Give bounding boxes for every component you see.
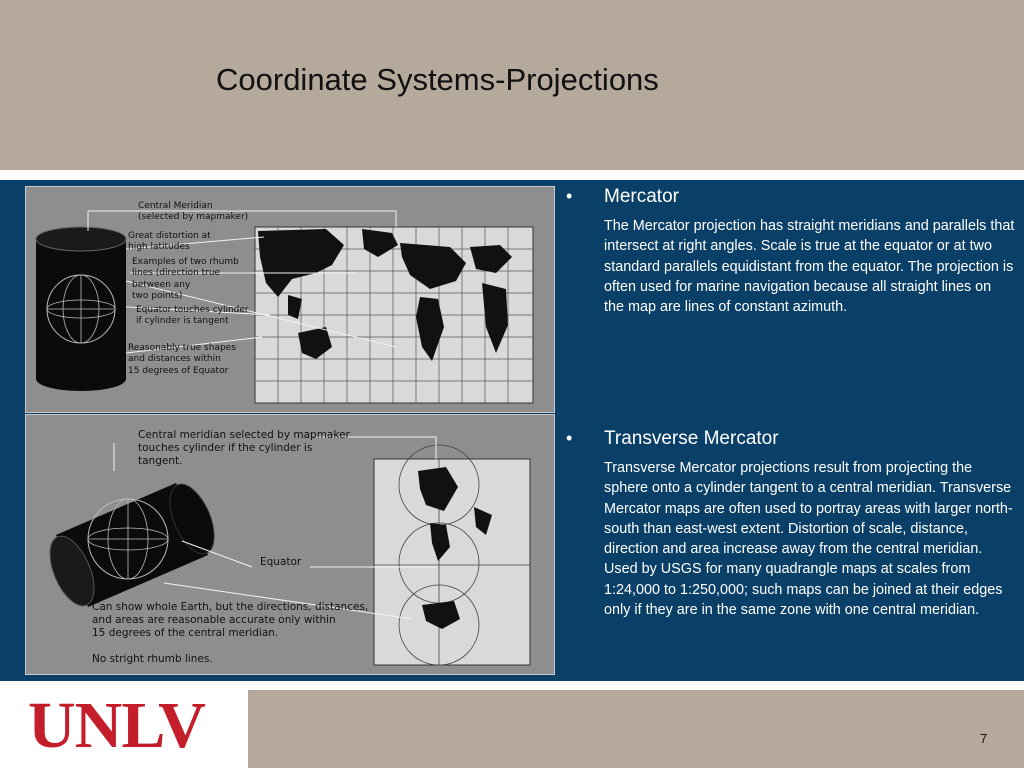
caption-great-distortion: Great distortion at high latitudes <box>128 231 211 253</box>
divider-stripe-bottom <box>0 683 1024 687</box>
caption-equator-touches: Equator touches cylinder if cylinder is tangent <box>136 305 249 327</box>
unlv-logo: UNLV <box>28 689 205 762</box>
caption-central-meridian: Central Meridian (selected by mapmaker) <box>138 201 249 223</box>
bullet-heading: Transverse Mercator <box>604 428 779 449</box>
bullet-dot: • <box>566 186 573 206</box>
transverse-cylinder <box>41 478 223 612</box>
mercator-figure <box>25 186 555 413</box>
caption-rhumb-lines: Examples of two rhumb lines (direction true between any two points) <box>132 257 239 301</box>
slide-title: Coordinate Systems-Projections <box>216 62 659 97</box>
mercator-world-map <box>255 227 533 403</box>
caption-transverse-central-meridian: Central meridian selected by mapmaker touches cylinder if the cylinder is tangent. <box>138 429 350 468</box>
bullet-text: Transverse Mercator projections result from projecting the sphere onto a cylinder tangent to a central meridian. Transverse Mercator maps are often used to portray areas with larger north-south than east-west extent. Distortion of scale, distance, direction and area increase away from the central meridian. Used by USGS for many quadrangle maps at scales from 1:24,000 to 1:250,000; such maps can be joined at their edges only if they are in the same zone with one central meridian. <box>604 460 1013 619</box>
divider-stripe-top <box>0 172 1024 176</box>
caption-no-rhumb: No stright rhumb lines. <box>92 653 213 665</box>
transverse-mercator-figure <box>25 414 555 675</box>
mercator-cylinder <box>36 227 126 391</box>
page-number: 7 <box>980 731 988 746</box>
bullet-dot: • <box>566 428 573 448</box>
bullet-heading: Mercator <box>604 186 679 207</box>
transverse-map <box>374 445 530 665</box>
caption-whole-earth: Can show whole Earth, but the directions, distances, and areas are reasonable accurate only within 15 degrees of the central meridian. <box>92 601 369 640</box>
caption-true-shapes: Reasonably true shapes and distances within 15 degrees of Equator <box>128 343 236 376</box>
mercator-illustration <box>26 187 554 412</box>
caption-equator: Equator <box>260 556 302 568</box>
bullet-text: The Mercator projection has straight meridians and parallels that intersect at right angles. Scale is true at the equator or at two standard parallels equidistant from the equator. The projection is often used for marine navigation because all straight lines on the map are lines of constant azimuth. <box>604 218 1015 316</box>
